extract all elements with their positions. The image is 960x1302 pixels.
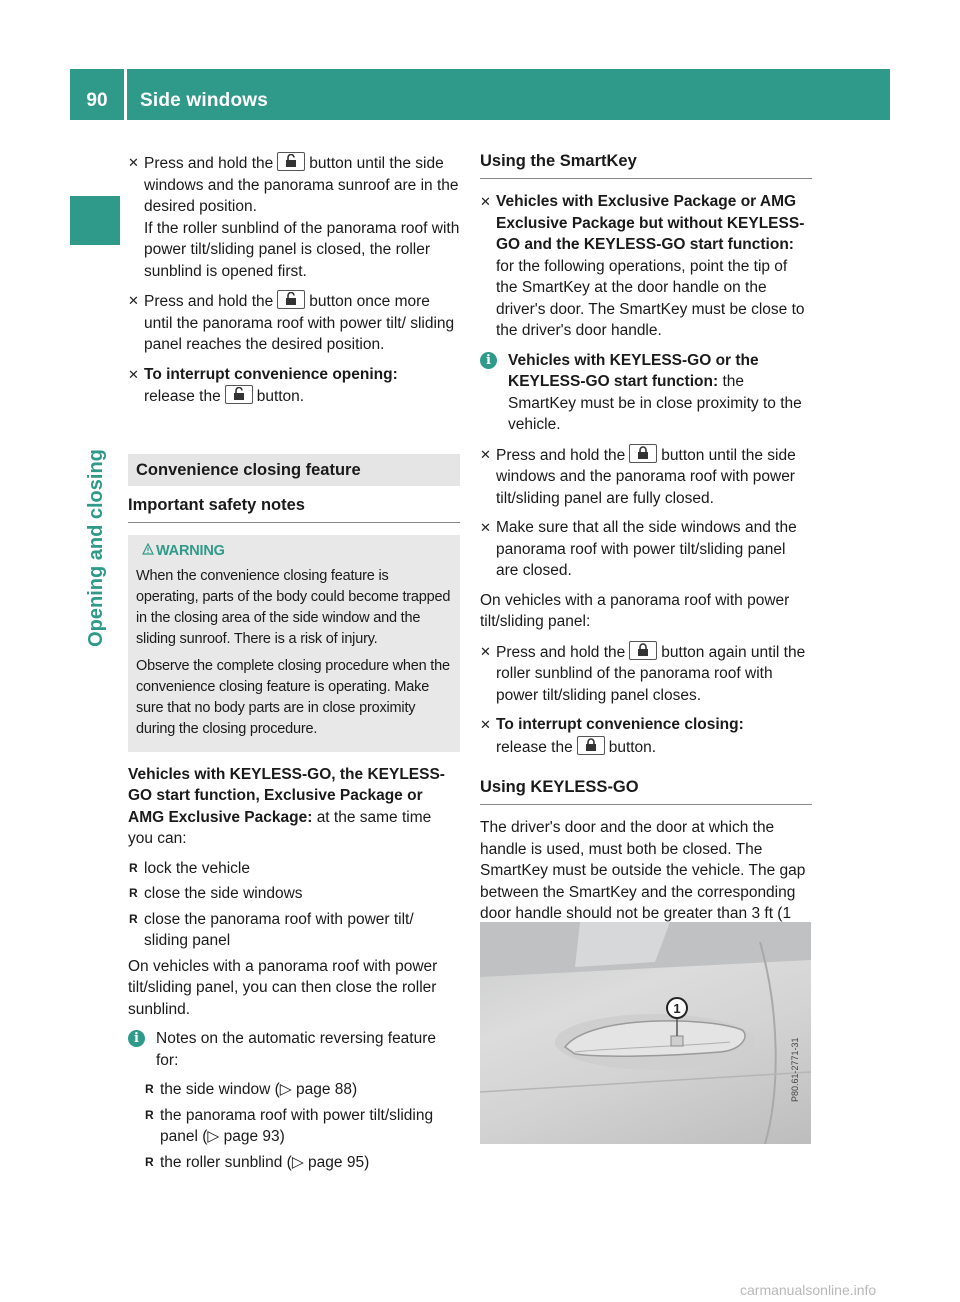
footer-watermark: carmanualsonline.info xyxy=(740,1282,877,1298)
warning-box xyxy=(128,535,460,752)
warning-triangle-icon xyxy=(142,543,154,555)
vehicles-paragraph: Vehicles with KEYLESS-GO, the KEYLESS-GO start function, Exclusive Package or AMG Exclusive Package: at the same time you can: xyxy=(128,765,445,847)
bullet-r-icon: R xyxy=(145,1107,154,1122)
step-press-hold-once-more: ✕ Press and hold the button once more until the panorama roof with power tilt/ sliding panel reaches the desired position. xyxy=(128,290,460,356)
unlock-button-icon xyxy=(225,385,253,404)
list-item: R the roller sunblind (▷ page 95) xyxy=(144,1152,460,1174)
unlock-button-icon xyxy=(277,290,305,309)
side-tab-label: Opening and closing xyxy=(85,449,107,647)
step-make-sure-closed: ✕ Make sure that all the side windows and the panorama roof with power tilt/sliding panel are closed. xyxy=(480,519,797,579)
arrow-marker-icon: ✕ xyxy=(128,293,139,308)
panorama-paragraph: On vehicles with a panorama roof with power tilt/sliding panel, you can then close the roller sunblind. xyxy=(128,957,438,1018)
info-note: i Notes on the automatic reversing feature for: xyxy=(128,1028,460,1071)
bullet-r-icon: R xyxy=(129,886,138,900)
door-handle-illustration xyxy=(480,922,811,1144)
step-press-hold-close: ✕ Press and hold the button until the side windows and the panorama roof with power tilt/sliding panel are fully closed. xyxy=(480,444,812,510)
arrow-marker-icon: ✕ xyxy=(480,194,491,209)
header-divider xyxy=(124,69,127,120)
arrow-marker-icon: ✕ xyxy=(480,446,491,462)
info-note: i Vehicles with KEYLESS-GO or the KEYLESS-GO start function: the SmartKey must be in close proximity to the vehicle. xyxy=(480,350,812,436)
step-press-hold-sunblind: ✕ Press and hold the button again until the roller sunblind of the panorama roof with power tilt/sliding panel closes. xyxy=(480,641,812,707)
photo-code: P80.61-2771-31 xyxy=(790,1037,800,1102)
arrow-marker-icon: ✕ xyxy=(480,717,491,732)
panorama-paragraph: On vehicles with a panorama roof with power tilt/sliding panel: xyxy=(480,591,790,630)
warning-text: When the convenience closing feature is operating, parts of the body could become trapped in the closing area of the side window and the sliding sunroof. There is a risk of injury. xyxy=(136,567,451,647)
arrow-marker-icon: ✕ xyxy=(480,643,491,659)
arrow-marker-icon: ✕ xyxy=(480,520,491,535)
bullet-r-icon: R xyxy=(145,1154,154,1169)
page-number: 90 xyxy=(86,90,108,111)
info-icon: i xyxy=(480,352,497,369)
step-interrupt-closing: ✕ To interrupt convenience closing: release the button. xyxy=(480,716,744,756)
bullet-r-icon: R xyxy=(129,911,138,926)
page-title: Side windows xyxy=(140,90,269,111)
bullet-r-icon: R xyxy=(129,860,138,875)
lock-button-icon xyxy=(629,444,657,463)
list-item: R lock the vehicle xyxy=(128,858,460,880)
subsection-heading: Important safety notes xyxy=(128,494,460,523)
subsection-heading: Using the SmartKey xyxy=(480,150,812,179)
side-tab-marker xyxy=(70,196,120,245)
callout-number: 1 xyxy=(673,1001,681,1016)
list-item: R close the side windows xyxy=(128,883,460,905)
list-item: R the panorama roof with power tilt/sliding panel (▷ page 93) xyxy=(145,1106,434,1145)
left-column xyxy=(128,152,460,1177)
subsection-heading: Using KEYLESS-GO xyxy=(480,776,812,805)
warning-title: WARNING xyxy=(136,541,452,562)
warning-text: Observe the complete closing procedure when the convenience closing feature is operating. Make sure that no body parts are in close proximity during the closing procedure. xyxy=(136,657,450,737)
list-item: R close the panorama roof with power tilt/ sliding panel xyxy=(129,910,414,949)
arrow-marker-icon: ✕ xyxy=(128,155,139,170)
arrow-marker-icon: ✕ xyxy=(128,366,139,382)
bullet-r-icon: R xyxy=(145,1082,154,1096)
lock-button-icon xyxy=(629,641,657,660)
door-handle-photo xyxy=(480,922,811,1144)
unlock-button-icon xyxy=(277,152,305,171)
section-heading: Convenience closing feature xyxy=(128,454,460,486)
lock-button-icon xyxy=(577,736,605,755)
keyless-paragraph: The driver's door and the door at which the handle is used, must both be closed. The SmartKey must be outside the vehicle. The gap between the SmartKey and the corresponding door handle should not be greater than 3 ft (1 xyxy=(480,819,806,922)
step-press-hold-open: ✕ Press and hold the button until the side windows and the panorama sunroof are in the desired position. If the roller sunblind of the panorama roof with power tilt/sliding panel is closed, the roller sunblind is opened first. xyxy=(128,152,460,282)
right-column xyxy=(480,150,812,954)
list-item: R the side window (▷ page 88) xyxy=(144,1079,460,1101)
info-icon: i xyxy=(128,1030,145,1047)
step-interrupt-opening: ✕ To interrupt convenience opening: release the button. xyxy=(128,365,398,405)
step-smartkey-point: ✕ Vehicles with Exclusive Package or AMG Exclusive Package but without KEYLESS-GO and the KEYLESS-GO start function: for the following operations, point the tip of the SmartKey at the door handle on the driver's door. The SmartKey must be close to the driver's door handle. xyxy=(480,193,805,339)
